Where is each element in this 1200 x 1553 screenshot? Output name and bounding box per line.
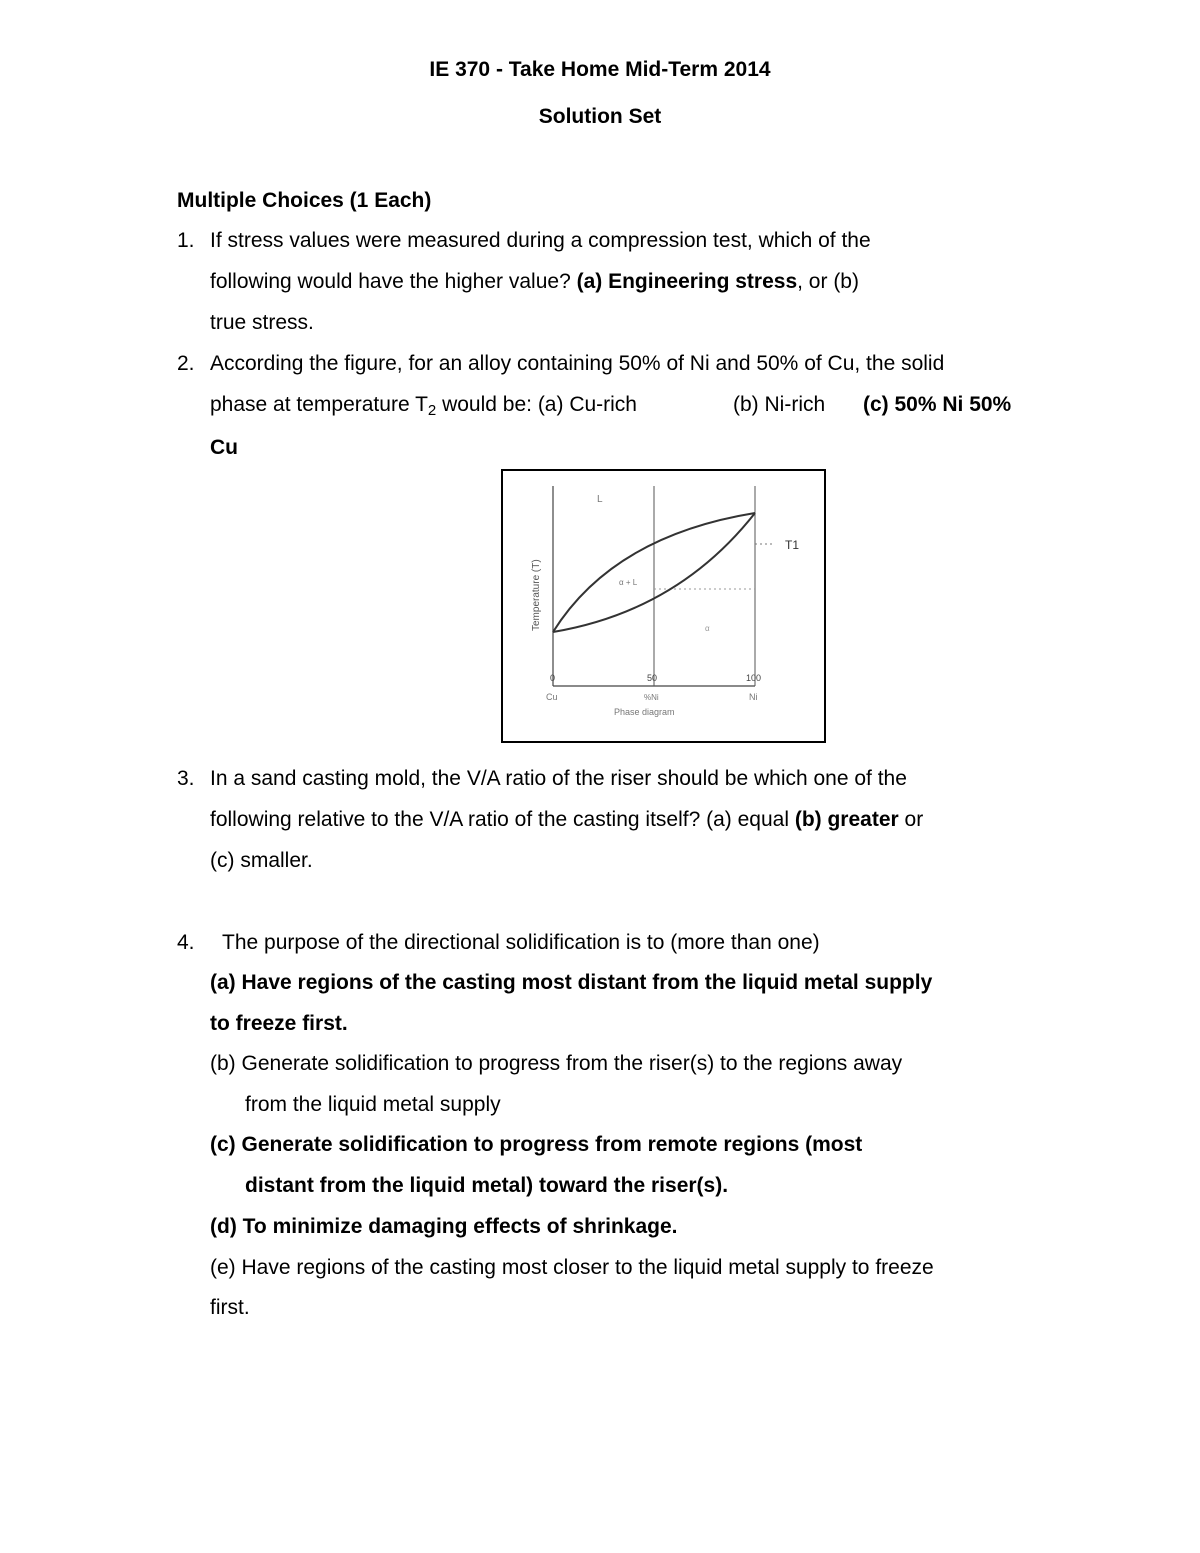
label-cu: Cu [546, 692, 558, 702]
tick-50: 50 [647, 673, 658, 683]
q4-option-c-line1: (c) Generate solidification to progress from remote regions (most [210, 1133, 863, 1156]
q3-line3: (c) smaller. [210, 849, 313, 872]
q2-line2-mid: would be: (a) Cu-rich [436, 393, 637, 416]
q3-line2 [210, 808, 923, 832]
label-alpha-liquid: α + L [619, 578, 638, 587]
q4-option-b-line2: from the liquid metal supply [245, 1093, 501, 1116]
label-t1: T1 [785, 538, 800, 552]
q1-line1: If stress values were measured during a compression test, which of the [210, 229, 871, 252]
label-alpha: α [705, 624, 710, 633]
tick-100: 100 [746, 673, 762, 683]
q3-line2-post: or [898, 808, 924, 831]
q2-answer: (c) 50% Ni 50% [863, 393, 1012, 416]
page-subtitle: Solution Set [538, 105, 662, 128]
q3-answer: (b) greater [794, 808, 899, 831]
q2-answer-cont: Cu [210, 436, 238, 459]
phase-diagram-svg [503, 471, 824, 741]
q3-line1: In a sand casting mold, the V/A ratio of the riser should be which one of the [210, 767, 907, 790]
phase-diagram-figure [501, 469, 826, 743]
q3-line2-pre: following relative to the V/A ratio of the casting itself? (a) equal [210, 808, 795, 831]
q4-option-d: (d) To minimize damaging effects of shrinkage. [210, 1215, 678, 1238]
q4-option-c-line2: distant from the liquid metal) toward the riser(s). [245, 1174, 729, 1197]
q4-option-e-line1: (e) Have regions of the casting most closer to the liquid metal supply to freeze [210, 1256, 934, 1279]
q3-number: 3. [177, 767, 195, 790]
q1-line2-post: , or (b) [797, 270, 859, 293]
q2-line2-pre: phase at temperature T [210, 393, 428, 416]
label-liquid: L [597, 494, 603, 505]
figure-caption: Phase diagram [614, 707, 675, 717]
page-title: IE 370 - Take Home Mid-Term 2014 [429, 58, 771, 81]
q4-option-a-line1: (a) Have regions of the casting most distant from the liquid metal supply [210, 971, 933, 994]
q2-number: 2. [177, 352, 195, 375]
q1-number: 1. [177, 229, 195, 252]
q4-option-e-line2: first. [210, 1296, 250, 1319]
q4-option-b-line1: (b) Generate solidification to progress from the riser(s) to the regions away [210, 1052, 903, 1075]
q1-line3: true stress. [210, 311, 314, 334]
q4-stem: The purpose of the directional solidification is to (more than one) [222, 931, 820, 954]
q1-answer: (a) Engineering stress [576, 270, 798, 293]
q1-line2 [210, 270, 859, 294]
y-axis-label: Temperature (T) [531, 559, 542, 631]
section-heading: Multiple Choices (1 Each) [177, 189, 432, 212]
q4-option-a-line2: to freeze first. [210, 1012, 348, 1035]
q4-number: 4. [177, 931, 195, 954]
q2-subscript: 2 [427, 402, 437, 419]
tick-0: 0 [550, 673, 556, 683]
label-ni-percent: %Ni [644, 693, 659, 702]
q1-line2-pre: following would have the higher value? [210, 270, 577, 293]
q2-line1: According the figure, for an alloy containing 50% of Ni and 50% of Cu, the solid [210, 352, 945, 375]
q2-line2 [210, 393, 637, 417]
q2-option-b: (b) Ni-rich [733, 393, 826, 416]
label-ni: Ni [749, 692, 758, 702]
